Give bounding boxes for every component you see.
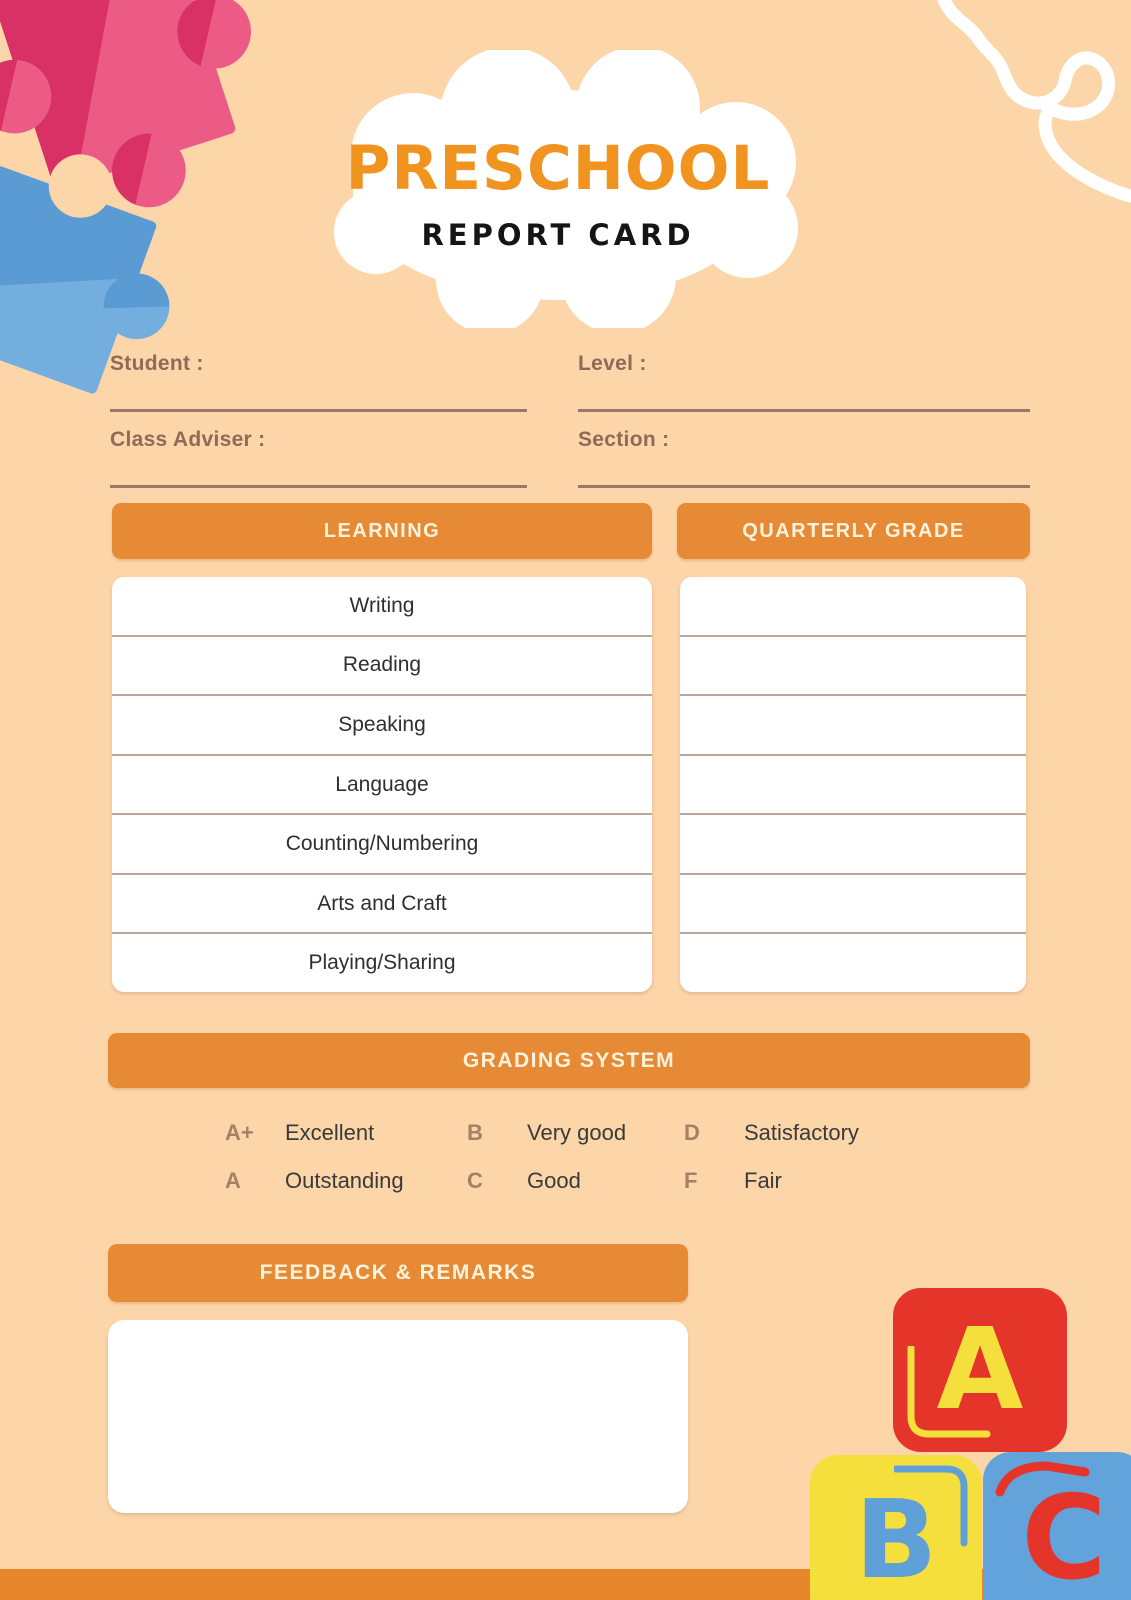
grade-entry bbox=[225, 1120, 467, 1146]
feedback-textarea[interactable] bbox=[108, 1320, 688, 1513]
grade-letter: F bbox=[684, 1168, 698, 1193]
grade-label: Good bbox=[527, 1168, 581, 1193]
learning-row: Arts and Craft bbox=[112, 875, 652, 935]
section-label: Section : bbox=[578, 428, 670, 451]
quarterly-grade-cell[interactable] bbox=[680, 637, 1026, 697]
grade-entry bbox=[467, 1168, 684, 1194]
level-field bbox=[578, 352, 1030, 412]
grade-letter: D bbox=[684, 1120, 700, 1145]
learning-row: Reading bbox=[112, 637, 652, 697]
learning-header: LEARNING bbox=[112, 503, 652, 559]
student-info-section bbox=[110, 352, 1030, 488]
grade-entry bbox=[684, 1120, 984, 1146]
alphabet-block-c bbox=[983, 1452, 1131, 1600]
learning-table bbox=[112, 577, 652, 992]
block-letter: B bbox=[854, 1477, 938, 1600]
feedback-remarks-header: FEEDBACK & REMARKS bbox=[108, 1244, 688, 1302]
grade-entry bbox=[684, 1168, 984, 1194]
student-field bbox=[110, 352, 527, 412]
class-adviser-field bbox=[110, 428, 527, 488]
grading-legend bbox=[225, 1109, 984, 1205]
grade-label: Very good bbox=[527, 1120, 627, 1145]
student-label: Student : bbox=[110, 352, 204, 375]
student-input[interactable] bbox=[110, 384, 527, 412]
block-letter: C bbox=[1021, 1470, 1107, 1600]
section-field bbox=[578, 428, 1030, 488]
title-cloud bbox=[318, 50, 798, 328]
quarterly-grade-cell[interactable] bbox=[680, 934, 1026, 992]
grade-label: Satisfactory bbox=[744, 1120, 859, 1145]
quarterly-grade-cell[interactable] bbox=[680, 875, 1026, 935]
grade-entry bbox=[225, 1168, 467, 1194]
learning-row: Playing/Sharing bbox=[308, 951, 456, 975]
squiggle-line-icon bbox=[898, 0, 1131, 215]
block-letter: A bbox=[936, 1305, 1024, 1435]
grade-label: Fair bbox=[744, 1168, 782, 1193]
class-adviser-input[interactable] bbox=[110, 460, 527, 488]
class-adviser-label: Class Adviser : bbox=[110, 428, 266, 451]
grade-letter: A bbox=[225, 1168, 241, 1193]
quarterly-grade-cell[interactable] bbox=[680, 756, 1026, 816]
level-label: Level : bbox=[578, 352, 647, 375]
quarterly-grade-table bbox=[680, 577, 1026, 992]
learning-row: Writing bbox=[112, 577, 652, 637]
grade-label: Outstanding bbox=[285, 1168, 404, 1193]
grade-letter: C bbox=[467, 1168, 483, 1193]
alphabet-block-b bbox=[810, 1455, 982, 1600]
grade-letter: B bbox=[467, 1120, 483, 1145]
page-title: PRESCHOOL bbox=[345, 132, 771, 204]
learning-row: Counting/Numbering bbox=[112, 815, 652, 875]
learning-row: Speaking bbox=[112, 696, 652, 756]
quarterly-grade-cell[interactable] bbox=[680, 815, 1026, 875]
section-input[interactable] bbox=[578, 460, 1030, 488]
grading-system-header: GRADING SYSTEM bbox=[108, 1033, 1030, 1088]
level-input[interactable] bbox=[578, 384, 1030, 412]
grade-entry bbox=[467, 1120, 684, 1146]
alphabet-block-a bbox=[893, 1288, 1067, 1452]
quarterly-grade-header: QUARTERLY GRADE bbox=[677, 503, 1030, 559]
grade-letter: A+ bbox=[225, 1120, 254, 1145]
page-subtitle: REPORT CARD bbox=[421, 217, 695, 252]
quarterly-grade-cell[interactable] bbox=[680, 696, 1026, 756]
quarterly-grade-cell[interactable] bbox=[680, 577, 1026, 637]
grade-label: Excellent bbox=[285, 1120, 375, 1145]
learning-row: Language bbox=[112, 756, 652, 816]
